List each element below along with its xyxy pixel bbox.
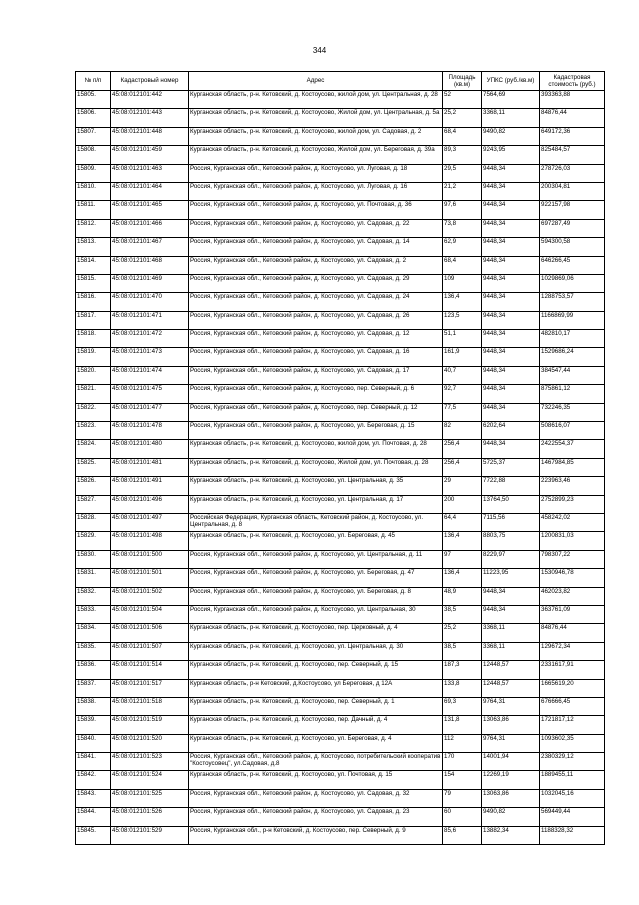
- address: Россия, Курганская обл., Кетовский район, д. Костоусово, ул. Центральная, д. 11: [189, 550, 443, 568]
- table-row: [76, 789, 605, 807]
- area: 64,4: [443, 513, 482, 531]
- address: Россия, Курганская обл., Кетовский район, д. Костоусово, ул. Садовая, д. 32: [189, 789, 443, 807]
- table-row: [76, 753, 605, 771]
- table-row: [76, 826, 605, 844]
- area: 62,9: [443, 238, 482, 256]
- area: 79: [443, 789, 482, 807]
- address: Курганская область, р-н. Кетовский, д. Костоусово, ул. Почтовая, д. 15: [189, 771, 443, 789]
- address: Россия, Курганская обл., Кетовский район, д. Костоусово, ул. Садовая, д. 29: [189, 274, 443, 292]
- header-cadastral: Кадастровый номер: [111, 72, 189, 91]
- area: 187,3: [443, 661, 482, 679]
- table-row: [76, 808, 605, 826]
- upks: 12269,19: [482, 771, 540, 789]
- area: 136,4: [443, 293, 482, 311]
- cadastral-cost: 594300,58: [540, 238, 605, 256]
- address: Курганская область, р-н. Кетовский, д. Костоусово, пер. Церковный, д. 4: [189, 624, 443, 642]
- table-row: [76, 238, 605, 256]
- table-row: [76, 293, 605, 311]
- cadastral-cost: 223963,46: [540, 477, 605, 495]
- row-number: 15841.: [76, 753, 111, 771]
- row-number: 15812.: [76, 219, 111, 237]
- upks: 12448,57: [482, 661, 540, 679]
- row-number: 15844.: [76, 808, 111, 826]
- row-number: 15839.: [76, 716, 111, 734]
- cadastral-cost: 569449,44: [540, 808, 605, 826]
- upks: 9448,34: [482, 605, 540, 623]
- cadastral-number: 45:08:012101:520: [111, 734, 189, 752]
- row-number: 15818.: [76, 330, 111, 348]
- table-row: [76, 661, 605, 679]
- address: Россия, Курганская обл., Кетовский район, д. Костоусово, ул. Садовая, д. 17: [189, 366, 443, 384]
- header-upks: УПКС (руб./кв.м): [482, 72, 540, 91]
- cadastral-number: 45:08:012101:472: [111, 330, 189, 348]
- cadastral-number: 45:08:012101:519: [111, 716, 189, 734]
- upks: 8803,75: [482, 532, 540, 550]
- cadastral-number: 45:08:012101:523: [111, 753, 189, 771]
- cadastral-number: 45:08:012101:464: [111, 182, 189, 200]
- upks: 9448,34: [482, 587, 540, 605]
- area: 77,5: [443, 403, 482, 421]
- area: 256,4: [443, 440, 482, 458]
- upks: 9764,31: [482, 734, 540, 752]
- upks: 11223,95: [482, 569, 540, 587]
- cadastral-cost: 278726,03: [540, 164, 605, 182]
- address: Курганская область, р-н. Кетовский, д. Костоусово, Жилой дом, ул. Центральная, д. 5а: [189, 109, 443, 127]
- upks: 9448,34: [482, 274, 540, 292]
- cadastral-cost: 1530946,78: [540, 569, 605, 587]
- address: Курганская область, р-н. Кетовский, д. Костоусово, ул. Береговая, д. 4: [189, 734, 443, 752]
- address: Россия, Курганская обл., Кетовский район, д. Костоусово, ул. Садовая, д. 26: [189, 311, 443, 329]
- table-row: [76, 440, 605, 458]
- cadastral-cost: 1166869,99: [540, 311, 605, 329]
- address: Россия, Курганская обл., Кетовский район, д. Костоусово, ул. Луговая, д. 18: [189, 164, 443, 182]
- area: 161,9: [443, 348, 482, 366]
- upks: 9243,95: [482, 146, 540, 164]
- area: 85,6: [443, 826, 482, 844]
- address: Курганская область, р-н. Кетовский, д. Костоусово, жилой дом, ул. Садовая, д. 2: [189, 127, 443, 145]
- area: 73,8: [443, 219, 482, 237]
- area: 21,2: [443, 182, 482, 200]
- row-number: 15822.: [76, 403, 111, 421]
- cadastral-number: 45:08:012101:448: [111, 127, 189, 145]
- address: Россия, Курганская обл., Кетовский район, д. Костоусово, ул. Садовая, д. 16: [189, 348, 443, 366]
- row-number: 15830.: [76, 550, 111, 568]
- address: Курганская область, р-н. Кетовский, д. Костоусово, пер. Северный, д. 15: [189, 661, 443, 679]
- row-number: 15809.: [76, 164, 111, 182]
- cadastral-number: 45:08:012101:465: [111, 201, 189, 219]
- cadastral-number: 45:08:012101:475: [111, 385, 189, 403]
- table-row: [76, 201, 605, 219]
- cadastral-table: [75, 71, 605, 845]
- table-row: [76, 109, 605, 127]
- table-row: [76, 127, 605, 145]
- row-number: 15821.: [76, 385, 111, 403]
- area: 38,5: [443, 605, 482, 623]
- cadastral-cost: 2752899,23: [540, 495, 605, 513]
- cadastral-number: 45:08:012101:466: [111, 219, 189, 237]
- header-num: № п/п: [76, 72, 111, 91]
- area: 82: [443, 422, 482, 440]
- cadastral-cost: 732246,35: [540, 403, 605, 421]
- area: 29,5: [443, 164, 482, 182]
- row-number: 15832.: [76, 587, 111, 605]
- upks: 7564,69: [482, 91, 540, 109]
- upks: 13063,86: [482, 789, 540, 807]
- cadastral-cost: 649172,36: [540, 127, 605, 145]
- upks: 9448,34: [482, 238, 540, 256]
- address: Россия, Курганская обл., Кетовский район, д. Костоусово, ул. Садовая, д. 12: [189, 330, 443, 348]
- table-row: [76, 274, 605, 292]
- header-cost: Кадастровая стоимость (руб.): [540, 72, 605, 91]
- table-row: [76, 330, 605, 348]
- cadastral-cost: 84876,44: [540, 624, 605, 642]
- row-number: 15820.: [76, 366, 111, 384]
- table-row: [76, 697, 605, 715]
- cadastral-number: 45:08:012101:474: [111, 366, 189, 384]
- address: Россия, Курганская обл., Кетовский район, д. Костоусово, ул. Садовая, д. 23: [189, 808, 443, 826]
- table-row: [76, 366, 605, 384]
- row-number: 15829.: [76, 532, 111, 550]
- cadastral-number: 45:08:012101:524: [111, 771, 189, 789]
- table-row: [76, 219, 605, 237]
- row-number: 15810.: [76, 182, 111, 200]
- address: Россия, Курганская обл., Кетовский район, д. Костоусово, ул. Береговая, д. 47: [189, 569, 443, 587]
- area: 256,4: [443, 458, 482, 476]
- cadastral-number: 45:08:012101:517: [111, 679, 189, 697]
- cadastral-cost: 393363,88: [540, 91, 605, 109]
- row-number: 15836.: [76, 661, 111, 679]
- area: 123,5: [443, 311, 482, 329]
- address: Россия, Курганская обл., Кетовский район, д. Костоусово, ул. Садовая, д. 22: [189, 219, 443, 237]
- address: Курганская область, р-н. Кетовский, д. Костоусово, ул. Центральная, д. 30: [189, 642, 443, 660]
- row-number: 15813.: [76, 238, 111, 256]
- row-number: 15828.: [76, 513, 111, 531]
- cadastral-cost: 2380329,12: [540, 753, 605, 771]
- table-header-row: [76, 72, 605, 91]
- address: Россия, Курганская обл., Кетовский район, д. Костоусово, ул. Садовая, д. 2: [189, 256, 443, 274]
- table-row: [76, 403, 605, 421]
- upks: 9448,34: [482, 164, 540, 182]
- area: 154: [443, 771, 482, 789]
- table-row: [76, 569, 605, 587]
- cadastral-number: 45:08:012101:481: [111, 458, 189, 476]
- header-address: Адрес: [189, 72, 443, 91]
- cadastral-cost: 363761,09: [540, 605, 605, 623]
- cadastral-number: 45:08:012101:498: [111, 532, 189, 550]
- address: Курганская область, р-н. Кетовский, д. Костоусово, Жилой дом, ул. Почтовая, д. 28: [189, 458, 443, 476]
- upks: 9490,82: [482, 127, 540, 145]
- cadastral-number: 45:08:012101:468: [111, 256, 189, 274]
- address: Россия, Курганская обл., Кетовский район, д. Костоусово, ул. Луговая, д. 16: [189, 182, 443, 200]
- upks: 9764,31: [482, 697, 540, 715]
- area: 52: [443, 91, 482, 109]
- row-number: 15837.: [76, 679, 111, 697]
- address: Россия, Курганская обл., Кетовский район, д. Костоусово, ул. Садовая, д. 14: [189, 238, 443, 256]
- table-row: [76, 587, 605, 605]
- upks: 9448,34: [482, 219, 540, 237]
- cadastral-number: 45:08:012101:467: [111, 238, 189, 256]
- upks: 7722,88: [482, 477, 540, 495]
- row-number: 15805.: [76, 91, 111, 109]
- cadastral-cost: 84876,44: [540, 109, 605, 127]
- address: Россия, Курганская обл., р-н Кетовский, д. Костоусово, пер. Северный, д. 9: [189, 826, 443, 844]
- upks: 3368,11: [482, 109, 540, 127]
- upks: 3368,11: [482, 624, 540, 642]
- area: 92,7: [443, 385, 482, 403]
- address: Российская Федерация, Курганская область, Кетовский район, д. Костоусово, ул. Центральная, д. 8: [189, 513, 443, 531]
- table-row: [76, 716, 605, 734]
- cadastral-cost: 697287,49: [540, 219, 605, 237]
- cadastral-number: 45:08:012101:526: [111, 808, 189, 826]
- upks: 13764,50: [482, 495, 540, 513]
- address: Курганская область, р-н. Кетовский, д. Костоусово, ул. Центральная, д. 17: [189, 495, 443, 513]
- area: 25,2: [443, 109, 482, 127]
- upks: 9448,34: [482, 385, 540, 403]
- row-number: 15833.: [76, 605, 111, 623]
- cadastral-cost: 2331617,91: [540, 661, 605, 679]
- table-row: [76, 422, 605, 440]
- cadastral-cost: 129672,34: [540, 642, 605, 660]
- area: 69,3: [443, 697, 482, 715]
- area: 40,7: [443, 366, 482, 384]
- address: Курганская область, р-н. Кетовский, д. Костоусово, жилой дом, ул. Почтовая, д. 28: [189, 440, 443, 458]
- upks: 7115,56: [482, 513, 540, 531]
- upks: 12448,57: [482, 679, 540, 697]
- area: 136,4: [443, 532, 482, 550]
- area: 48,9: [443, 587, 482, 605]
- upks: 9490,82: [482, 808, 540, 826]
- address: Россия, Курганская обл., Кетовский район, д. Костоусово, потребительский кооператив "Костоусовец", ул.Садовая, д.8: [189, 753, 443, 771]
- row-number: 15827.: [76, 495, 111, 513]
- header-area: Площадь (кв.м): [443, 72, 482, 91]
- area: 112: [443, 734, 482, 752]
- table-row: [76, 679, 605, 697]
- cadastral-number: 45:08:012101:496: [111, 495, 189, 513]
- upks: 9448,34: [482, 182, 540, 200]
- upks: 9448,34: [482, 348, 540, 366]
- cadastral-cost: 676666,45: [540, 697, 605, 715]
- table-row: [76, 495, 605, 513]
- cadastral-cost: 825484,57: [540, 146, 605, 164]
- row-number: 15819.: [76, 348, 111, 366]
- cadastral-number: 45:08:012101:471: [111, 311, 189, 329]
- area: 29: [443, 477, 482, 495]
- table-row: [76, 91, 605, 109]
- cadastral-number: 45:08:012101:478: [111, 422, 189, 440]
- row-number: 15845.: [76, 826, 111, 844]
- cadastral-number: 45:08:012101:480: [111, 440, 189, 458]
- address: Россия, Курганская обл., Кетовский район, д. Костоусово, пер. Северный, д. 12: [189, 403, 443, 421]
- cadastral-cost: 1529686,24: [540, 348, 605, 366]
- cadastral-number: 45:08:012101:501: [111, 569, 189, 587]
- area: 89,3: [443, 146, 482, 164]
- upks: 13882,34: [482, 826, 540, 844]
- cadastral-cost: 384547,44: [540, 366, 605, 384]
- cadastral-number: 45:08:012101:514: [111, 661, 189, 679]
- table-row: [76, 182, 605, 200]
- cadastral-cost: 1721817,12: [540, 716, 605, 734]
- cadastral-cost: 482810,17: [540, 330, 605, 348]
- address: Курганская область, р-н Кетовский, д.Костоусово, ул Береговая, д 12А: [189, 679, 443, 697]
- address: Россия, Курганская обл., Кетовский район, д. Костоусово, пер. Северный, д. 6: [189, 385, 443, 403]
- cadastral-number: 45:08:012101:506: [111, 624, 189, 642]
- cadastral-number: 45:08:012101:497: [111, 513, 189, 531]
- cadastral-cost: 798307,22: [540, 550, 605, 568]
- cadastral-cost: 2422554,37: [540, 440, 605, 458]
- cadastral-cost: 1200831,03: [540, 532, 605, 550]
- row-number: 15826.: [76, 477, 111, 495]
- cadastral-number: 45:08:012101:459: [111, 146, 189, 164]
- row-number: 15807.: [76, 127, 111, 145]
- row-number: 15842.: [76, 771, 111, 789]
- upks: 14001,94: [482, 753, 540, 771]
- area: 97: [443, 550, 482, 568]
- table-row: [76, 624, 605, 642]
- table-row: [76, 164, 605, 182]
- table-row: [76, 458, 605, 476]
- address: Россия, Курганская обл., Кетовский район, д. Костоусово, ул. Береговая, д. 15: [189, 422, 443, 440]
- cadastral-cost: 462023,82: [540, 587, 605, 605]
- upks: 9448,34: [482, 293, 540, 311]
- cadastral-cost: 1288753,57: [540, 293, 605, 311]
- cadastral-cost: 458242,02: [540, 513, 605, 531]
- cadastral-cost: 875861,12: [540, 385, 605, 403]
- area: 133,8: [443, 679, 482, 697]
- table-row: [76, 146, 605, 164]
- row-number: 15840.: [76, 734, 111, 752]
- row-number: 15838.: [76, 697, 111, 715]
- upks: 9448,34: [482, 403, 540, 421]
- address: Курганская область, р-н. Кетовский, д. Костоусово, пер. Северный, д. 1: [189, 697, 443, 715]
- address: Россия, Курганская обл., Кетовский район, д. Костоусово, ул. Садовая, д. 24: [189, 293, 443, 311]
- address: Россия, Курганская обл., Кетовский район, д. Костоусово, ул. Береговая, д. 8: [189, 587, 443, 605]
- cadastral-number: 45:08:012101:442: [111, 91, 189, 109]
- cadastral-number: 45:08:012101:500: [111, 550, 189, 568]
- table-row: [76, 642, 605, 660]
- area: 25,2: [443, 624, 482, 642]
- table-row: [76, 385, 605, 403]
- row-number: 15834.: [76, 624, 111, 642]
- row-number: 15825.: [76, 458, 111, 476]
- cadastral-number: 45:08:012101:502: [111, 587, 189, 605]
- cadastral-cost: 200304,81: [540, 182, 605, 200]
- upks: 13063,86: [482, 716, 540, 734]
- table-row: [76, 477, 605, 495]
- cadastral-number: 45:08:012101:491: [111, 477, 189, 495]
- table-row: [76, 605, 605, 623]
- cadastral-number: 45:08:012101:507: [111, 642, 189, 660]
- table-row: [76, 311, 605, 329]
- address: Курганская область, р-н. Кетовский, д. Костоусово, Жилой дом, ул. Береговая, д. 39а: [189, 146, 443, 164]
- upks: 5725,37: [482, 458, 540, 476]
- cadastral-cost: 646266,45: [540, 256, 605, 274]
- area: 68,4: [443, 256, 482, 274]
- address: Курганская область, р-н. Кетовский, д. Костоусово, ул. Центральная, д. 35: [189, 477, 443, 495]
- table-row: [76, 513, 605, 531]
- cadastral-number: 45:08:012101:525: [111, 789, 189, 807]
- address: Курганская область, р-н. Кетовский, д. Костоусово, пер. Дачный, д. 4: [189, 716, 443, 734]
- cadastral-number: 45:08:012101:473: [111, 348, 189, 366]
- cadastral-cost: 1188328,32: [540, 826, 605, 844]
- cadastral-cost: 1467984,85: [540, 458, 605, 476]
- row-number: 15811.: [76, 201, 111, 219]
- table-row: [76, 771, 605, 789]
- area: 170: [443, 753, 482, 771]
- row-number: 15823.: [76, 422, 111, 440]
- cadastral-cost: 1665619,20: [540, 679, 605, 697]
- area: 68,4: [443, 127, 482, 145]
- cadastral-cost: 1029869,06: [540, 274, 605, 292]
- row-number: 15814.: [76, 256, 111, 274]
- row-number: 15831.: [76, 569, 111, 587]
- address: Курганская область, р-н. Кетовский, д. Костоусово, жилой дом, ул. Центральная, д. 28: [189, 91, 443, 109]
- upks: 9448,34: [482, 256, 540, 274]
- row-number: 15806.: [76, 109, 111, 127]
- address: Курганская область, р-н. Кетовский, д. Костоусово, ул. Береговая, д. 45: [189, 532, 443, 550]
- area: 136,4: [443, 569, 482, 587]
- upks: 9448,34: [482, 330, 540, 348]
- cadastral-number: 45:08:012101:518: [111, 697, 189, 715]
- upks: 9448,34: [482, 201, 540, 219]
- cadastral-number: 45:08:012101:470: [111, 293, 189, 311]
- cadastral-cost: 1889455,11: [540, 771, 605, 789]
- row-number: 15824.: [76, 440, 111, 458]
- area: 109: [443, 274, 482, 292]
- table-row: [76, 532, 605, 550]
- upks: 6202,64: [482, 422, 540, 440]
- cadastral-number: 45:08:012101:443: [111, 109, 189, 127]
- cadastral-number: 45:08:012101:529: [111, 826, 189, 844]
- upks: 3368,11: [482, 642, 540, 660]
- upks: 9448,34: [482, 366, 540, 384]
- row-number: 15843.: [76, 789, 111, 807]
- upks: 9448,34: [482, 440, 540, 458]
- row-number: 15817.: [76, 311, 111, 329]
- cadastral-cost: 508616,07: [540, 422, 605, 440]
- area: 60: [443, 808, 482, 826]
- row-number: 15835.: [76, 642, 111, 660]
- area: 131,8: [443, 716, 482, 734]
- table-row: [76, 550, 605, 568]
- area: 38,5: [443, 642, 482, 660]
- cadastral-number: 45:08:012101:469: [111, 274, 189, 292]
- address: Россия, Курганская обл., Кетовский район, д. Костоусово, ул. Почтовая, д. 36: [189, 201, 443, 219]
- upks: 8229,97: [482, 550, 540, 568]
- table-row: [76, 348, 605, 366]
- cadastral-number: 45:08:012101:463: [111, 164, 189, 182]
- page-number: 344: [312, 46, 327, 55]
- area: 51,1: [443, 330, 482, 348]
- cadastral-number: 45:08:012101:504: [111, 605, 189, 623]
- area: 97,6: [443, 201, 482, 219]
- row-number: 15808.: [76, 146, 111, 164]
- row-number: 15816.: [76, 293, 111, 311]
- address: Россия, Курганская обл., Кетовский район, д. Костоусово, ул. Центральная, 30: [189, 605, 443, 623]
- table-row: [76, 256, 605, 274]
- cadastral-cost: 922157,98: [540, 201, 605, 219]
- area: 200: [443, 495, 482, 513]
- cadastral-cost: 1032045,16: [540, 789, 605, 807]
- cadastral-number: 45:08:012101:477: [111, 403, 189, 421]
- row-number: 15815.: [76, 274, 111, 292]
- upks: 9448,34: [482, 311, 540, 329]
- cadastral-cost: 1093602,35: [540, 734, 605, 752]
- table-row: [76, 734, 605, 752]
